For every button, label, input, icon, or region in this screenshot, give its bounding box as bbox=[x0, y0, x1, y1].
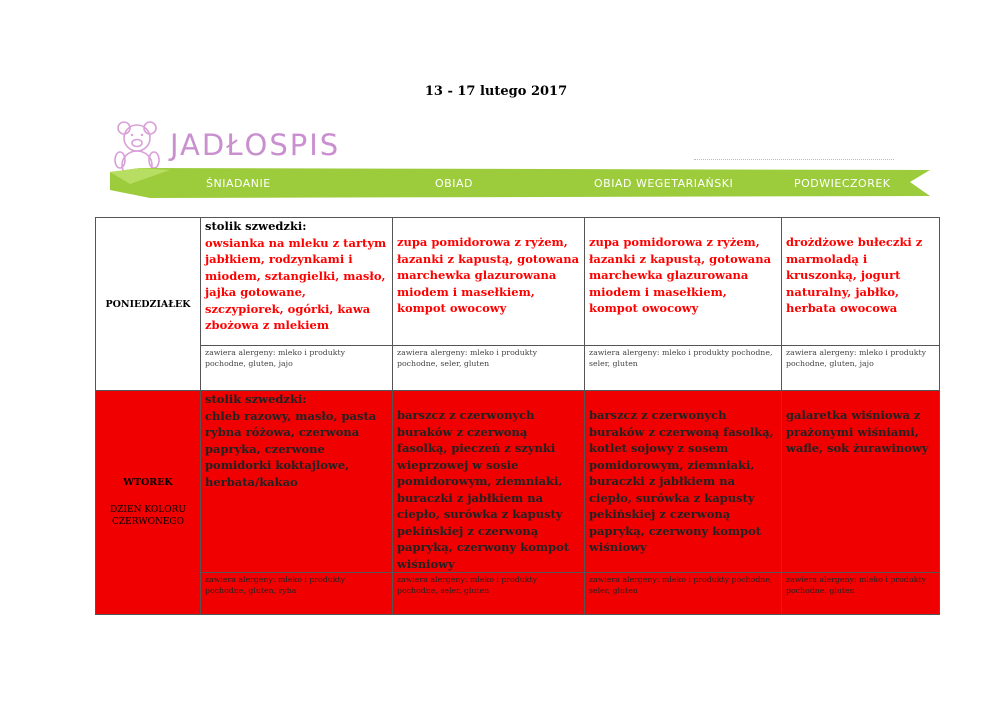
vegetarian-lunch-cell: barszcz z czerwonych buraków z czerwoną fasolką, kotlet sojowy z sosem pomidorowym, ziemniaki, buraczki z jabłkiem na ciepło, surówka z kapusty pekińskiej z czerwoną papryką, czerwony kompot wiśniowy bbox=[585, 391, 782, 573]
breakfast-cell: stolik szwedzki: chleb razowy, masło, pasta rybna różowa, czerwona papryka, czerwone pomidorki koktajlowe, herbata/kakao bbox=[201, 391, 393, 573]
column-label-lunch: OBIAD bbox=[435, 177, 473, 190]
dotted-divider bbox=[694, 159, 894, 160]
allergen-note: zawiera alergeny: mleko i produkty pochodne, seler, gluten bbox=[585, 346, 782, 391]
allergen-note: zawiera alergeny: mleko i produkty pochodne, seler, gluten bbox=[393, 573, 585, 615]
snack-cell: galaretka wiśniowa z prażonymi wiśniami, wafle, sok żurawinowy bbox=[782, 391, 940, 573]
day-monday: PONIEDZIAŁEK bbox=[96, 218, 201, 391]
lunch-cell: zupa pomidorowa z ryżem, łazanki z kapustą, gotowana marchewka glazurowana miodem i masełkiem, kompot owocowy bbox=[393, 218, 585, 346]
brand-title: JADŁOSPIS bbox=[170, 128, 341, 162]
table-row bbox=[96, 218, 940, 346]
column-label-vegetarian: OBIAD WEGETARIAŃSKI bbox=[594, 177, 734, 190]
snack-cell: drożdżowe bułeczki z marmoladą i kruszonką, jogurt naturalny, jabłko, herbata owocowa bbox=[782, 218, 940, 346]
day-tuesday: WTOREK DZIEŃ KOLORU CZERWONEGO bbox=[96, 391, 201, 615]
vegetarian-lunch-cell: zupa pomidorowa z ryżem, łazanki z kapustą, gotowana marchewka glazurowana miodem i masełkiem, kompot owocowy bbox=[585, 218, 782, 346]
allergen-note: zawiera alergeny: mleko i produkty pochodne, seler, gluten bbox=[393, 346, 585, 391]
date-title: 13 - 17 lutego 2017 bbox=[424, 84, 568, 99]
menu-table bbox=[95, 217, 940, 615]
allergen-row bbox=[96, 346, 940, 391]
allergen-note: zawiera alergeny: mleko i produkty pochodne, gluten, jajo bbox=[782, 346, 940, 391]
allergen-note: zawiera alergeny: mleko i produkty pochodne, gluten, ryba bbox=[201, 573, 393, 615]
breakfast-cell: stolik szwedzki: owsianka na mleku z tartym jabłkiem, rodzynkami i miodem, sztangielki, masło, jajka gotowane, szczypiorek, ogórki, kawa zbożowa z mlekiem bbox=[201, 218, 393, 346]
column-label-snack: PODWIECZOREK bbox=[794, 177, 891, 190]
allergen-note: zawiera alergeny: mleko i produkty pochodne, seler, gluten bbox=[585, 573, 782, 615]
table-row bbox=[96, 391, 940, 573]
allergen-note: zawiera alergeny: mleko i produkty pochodne, gluten bbox=[782, 573, 940, 615]
allergen-note: zawiera alergeny: mleko i produkty pochodne, gluten, jajo bbox=[201, 346, 393, 391]
allergen-row bbox=[96, 573, 940, 615]
column-label-breakfast: ŚNIADANIE bbox=[206, 177, 271, 190]
menu-banner bbox=[110, 118, 930, 198]
lunch-cell: barszcz z czerwonych buraków z czerwoną fasolką, pieczeń z szynki wieprzowej w sosie pomidorowym, ziemniaki, buraczki z jabłkiem na ciepło, surówka z kapusty pekińskiej z czerwoną papryką, czerwony kompot wiśniowy bbox=[393, 391, 585, 573]
red-color-day-note: DZIEŃ KOLORU CZERWONEGO bbox=[110, 505, 186, 527]
